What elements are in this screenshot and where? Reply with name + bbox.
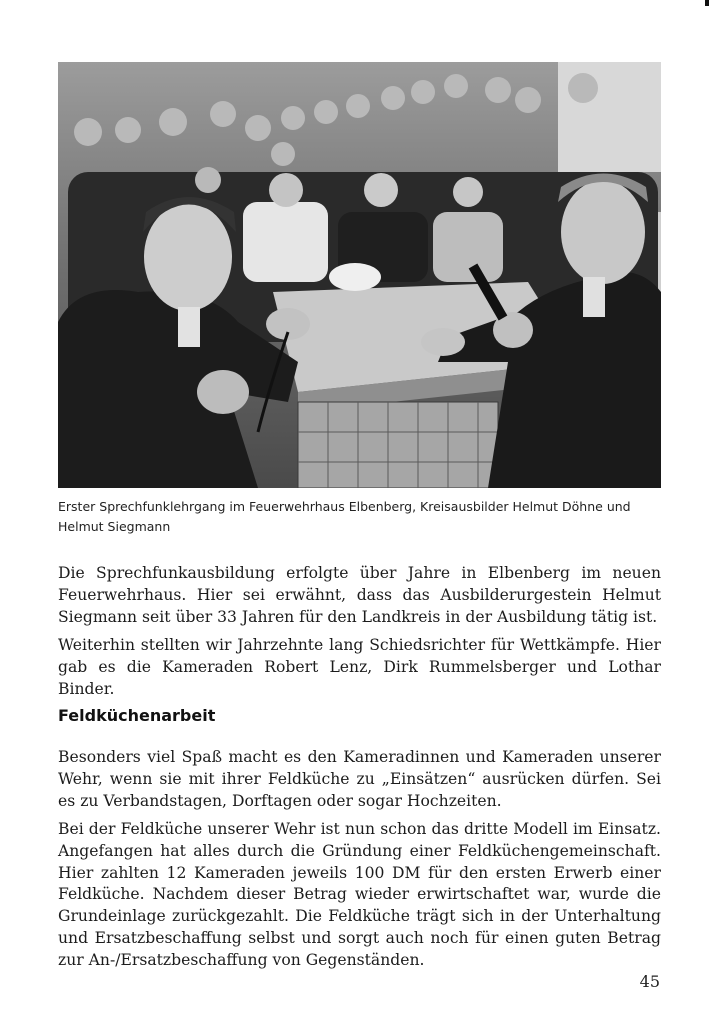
section-heading: Feldküchenarbeit bbox=[58, 706, 216, 725]
group-photo-illustration bbox=[58, 62, 661, 488]
scan-corner-mark bbox=[705, 0, 709, 6]
paragraph-referees: Weiterhin stellten wir Jahrzehnte lang Schiedsrichter für Wettkämpfe. Hier gab es die Kameraden Robert Lenz, Dirk Rummelsberger und Lothar Binder. bbox=[58, 636, 661, 698]
group-photo bbox=[58, 62, 661, 488]
page-number: 45 bbox=[639, 972, 660, 991]
photo-caption: Erster Sprechfunklehrgang im Feuerwehrhaus Elbenberg, Kreisausbilder Helmut Döhne und Helmut Siegmann bbox=[58, 499, 631, 534]
paragraph-radio-training: Die Sprechfunkausbildung erfolgte über Jahre in Elbenberg im neuen Feuerwehrhaus. Hier sei erwähnt, dass das Ausbilderurgestein Helmut Siegmann seit über 33 Jahren für den Landkreis in der Ausbildung tätig ist. bbox=[58, 564, 661, 626]
paragraph-field-kitchen-history: Bei der Feldküche unserer Wehr ist nun schon das dritte Modell im Einsatz. Angefangen hat alles durch die Gründung einer Feldküchengemeinschaft. Hier zahlten 12 Kameraden jeweils 100 DM für den ersten Erwerb einer Feldküche. Nachdem dieser Betrag wieder erwirtschaftet war, wurde die Grundeinlage zurückgezahlt. Die Feldküche trägt sich in der Unterhaltung und Ersatzbeschaffung selbst und sorgt auch noch für einen guten Betrag zur An-/Ersatzbeschaffung von Gegenständen. bbox=[58, 820, 661, 969]
paragraph-field-kitchen-fun: Besonders viel Spaß macht es den Kameradinnen und Kameraden unserer Wehr, wenn sie mit ihrer Feldküche zu „Einsätzen“ ausrücken dürfen. Sei es zu Verbandstagen, Dorftagen oder sogar Hochzeiten. bbox=[58, 748, 661, 810]
